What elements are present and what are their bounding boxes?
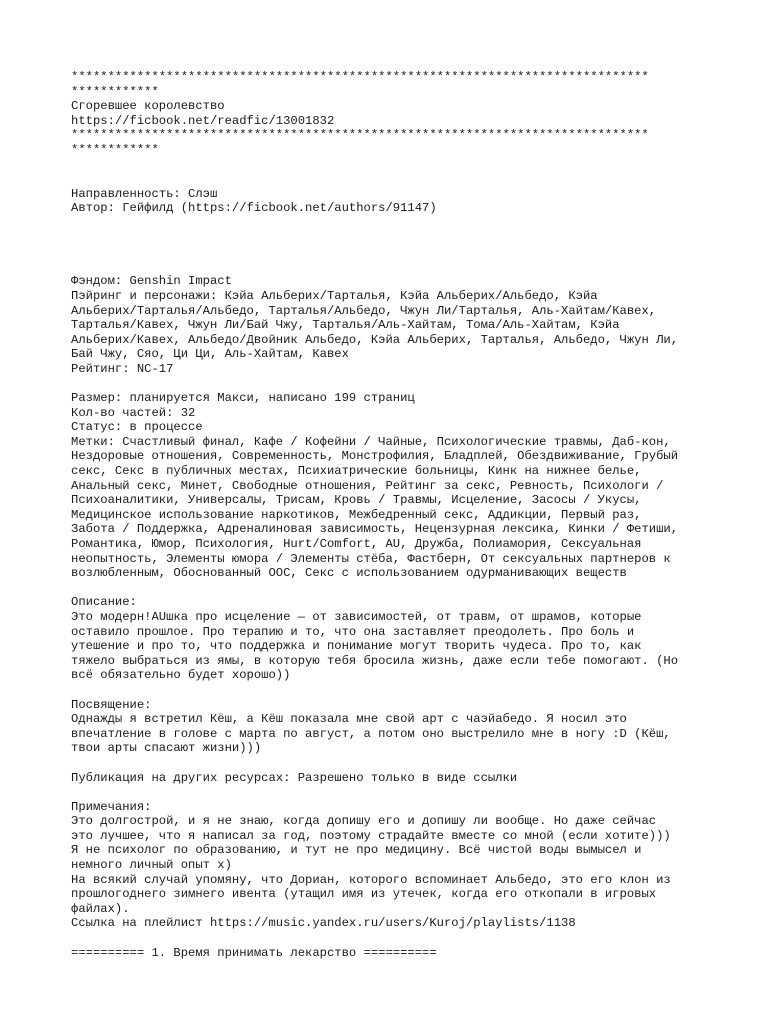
description-line: утешение и про то, что поддержка и понимание могут творить чудеса. Про то, как <box>71 639 642 654</box>
dedication-line: Однажды я встретил Кёш, а Кёш показала мне свой арт с чаэйабедо. Я носил это <box>71 712 627 727</box>
tags-line: Забота / Поддержка, Адреналиновая зависимость, Нецензурная лексика, Кинки / Фетиши, <box>71 522 679 537</box>
separator-stars: ************ <box>71 142 159 157</box>
description-line: тяжело выбраться из ямы, в которую тебя бросила жизнь, даже если тебе помогают. (Но <box>71 653 679 668</box>
work-url: https://ficbook.net/readfic/13001832 <box>71 113 335 128</box>
parts-field: Кол-во частей: 32 <box>71 405 196 420</box>
spacer <box>71 931 701 946</box>
chapter-heading: ========== 1. Время принимать лекарство ========== <box>71 945 437 960</box>
notes-line: Ссылка на плейлист https://music.yandex.ru/users/Kuroj/playlists/1138 <box>71 916 576 931</box>
pairing-line: Пэйринг и персонажи: Кэйа Альберих/Тарталья, Кэйа Альберих/Альбедо, Кэйа <box>71 288 598 303</box>
dedication-line: твои арты спасают жизни))) <box>71 741 262 756</box>
notes-line: На всякий случай упомяну, что Дориан, которого вспоминает Альбедо, это его клон из <box>71 872 671 887</box>
spacer <box>71 172 701 187</box>
tags-line: возлюбленным, Обоснованный ООС, Секс с использованием одурманивающих веществ <box>71 566 627 581</box>
spacer <box>71 581 701 596</box>
tags-line: Медицинское использование наркотиков, Межбедренный секс, Аддикции, Первый раз, <box>71 507 642 522</box>
spacer <box>71 216 701 260</box>
notes-line: это лучшее, что я написал за год, поэтому страдайте вместе со мной (если хотите))) <box>71 828 671 843</box>
description-line: оставило прошлое. Про терапию и то, что она заставляет преодолеть. Про боль и <box>71 624 635 639</box>
tags-line: секс, Секс в публичных местах, Психиатрические больницы, Кинк на нижнее белье, <box>71 464 642 479</box>
separator-stars: ******************************************************************************* <box>71 128 649 143</box>
tags-line: Метки: Счастливый финал, Кафе / Кофейни / Чайные, Психологические травмы, Даб-кон, <box>71 434 671 449</box>
document-page <box>71 70 701 960</box>
dedication-line: впечатление в голове с марта по август, а потом оно выстрелило мне в ногу :D (Кёш, <box>71 726 671 741</box>
tags-line: Анальный секс, Минет, Свободные отношения, Рейтинг за секс, Ревность, Психологи / <box>71 478 664 493</box>
spacer <box>71 756 701 771</box>
spacer <box>71 158 701 173</box>
notes-line: Это долгострой, и я не знаю, когда допишу его и допишу ли вообще. Но даже сейчас <box>71 814 657 829</box>
status-field: Статус: в процессе <box>71 420 203 435</box>
separator-stars: ************ <box>71 84 159 99</box>
fandom-field: Фэндом: Genshin Impact <box>71 274 232 289</box>
tags-line: Нездоровые отношения, Современность, Монстрофилия, Бладплей, Обездвиживание, Грубый <box>71 449 679 464</box>
notes-line: файлах). <box>71 901 130 916</box>
separator-stars: ******************************************************************************* <box>71 70 649 84</box>
tags-line: Психоаналитики, Универсалы, Трисам, Кровь / Травмы, Исцеление, Засосы / Укусы, <box>71 493 642 508</box>
spacer <box>71 683 701 698</box>
spacer <box>71 785 701 800</box>
rating-field: Рейтинг: NC-17 <box>71 361 174 376</box>
description-line: Это модерн!AUшка про исцеление — от зависимостей, от травм, от шрамов, которые <box>71 609 642 624</box>
pairing-line: Тарталья/Кавех, Чжун Ли/Бай Чжу, Тарталья/Аль-Хайтам, Тома/Аль-Хайтам, Кэйа <box>71 318 620 333</box>
pairing-line: Альберих/Кавех, Альбедо/Двойник Альбедо, Кэйа Альберих, Тарталья, Альбедо, Чжун Ли, <box>71 332 679 347</box>
dedication-heading: Посвящение: <box>71 697 152 712</box>
description-line: всё обязательно будет хорошо)) <box>71 668 291 683</box>
tags-line: неопытность, Элементы юмора / Элементы стёба, Фастберн, От сексуальных партнеров к <box>71 551 671 566</box>
direction-field: Направленность: Слэш <box>71 186 218 201</box>
pairing-line: Бай Чжу, Сяо, Ци Ци, Аль-Хайтам, Кавех <box>71 347 349 362</box>
publication-field: Публикация на других ресурсах: Разрешено только в виде ссылки <box>71 770 518 785</box>
size-field: Размер: планируется Макси, написано 199 страниц <box>71 391 415 406</box>
notes-line: прошлогоднего зимнего ивента (утащил имя из утечек, когда его откопали в игровых <box>71 887 657 902</box>
notes-line: Я не психолог по образованию, и тут не про медицину. Всё чистой воды вымысел и <box>71 843 642 858</box>
spacer <box>71 376 701 391</box>
pairing-line: Альберих/Тарталья/Альбедо, Тарталья/Альбедо, Чжун Ли/Тарталья, Аль-Хайтам/Кавех, <box>71 303 657 318</box>
spacer <box>71 260 701 275</box>
tags-line: Романтика, Юмор, Психология, Hurt/Comfort, AU, Дружба, Полиамория, Сексуальная <box>71 537 642 552</box>
work-title: Сгоревшее королевство <box>71 99 225 114</box>
description-heading: Описание: <box>71 595 137 610</box>
notes-heading: Примечания: <box>71 799 152 814</box>
notes-line: немного личный опыт x) <box>71 858 232 873</box>
author-field: Автор: Гейфилд (https://ficbook.net/authors/91147) <box>71 201 437 216</box>
